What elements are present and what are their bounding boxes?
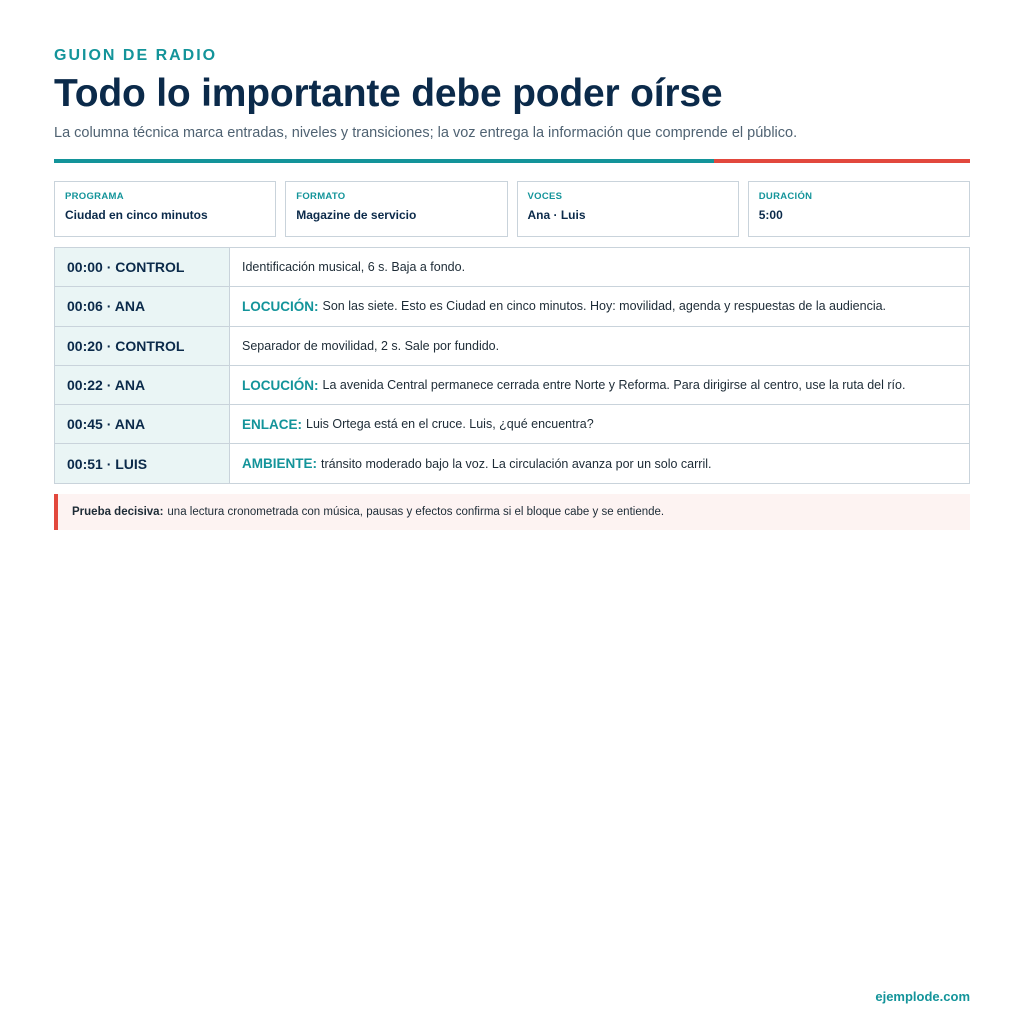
footer-brand: ejemplode.com — [875, 989, 970, 1004]
cue-cell: 00:22 · ANA — [55, 366, 230, 404]
meta-label: VOCES — [527, 191, 563, 202]
table-row — [55, 405, 969, 444]
divider-teal — [54, 159, 714, 163]
table-row — [55, 327, 969, 366]
content-cell — [230, 444, 969, 482]
content-cell — [230, 248, 969, 286]
content-tag: AMBIENTE: — [242, 456, 317, 472]
cue-cell: 00:20 · CONTROL — [55, 327, 230, 365]
content-cell — [230, 327, 969, 365]
content-text: Separador de movilidad, 2 s. Sale por fundido. — [242, 338, 500, 353]
meta-value: Ciudad en cinco minutos — [65, 208, 208, 222]
meta-card-duracion — [748, 181, 970, 237]
page-subtitle: La columna técnica marca entradas, niveles y transiciones; la voz entrega la información que comprende el público. — [54, 125, 798, 141]
table-row — [55, 366, 969, 405]
note-text: una lectura cronometrada con música, pausas y efectos confirma si el bloque cabe y se entiende. — [167, 506, 665, 518]
cue-cell: 00:51 · LUIS — [55, 444, 230, 482]
meta-card-voces — [517, 181, 739, 237]
content-tag: LOCUCIÓN: — [242, 377, 319, 393]
callout-note — [54, 494, 970, 530]
content-tag: ENLACE: — [242, 416, 302, 432]
cue-cell: 00:00 · CONTROL — [55, 248, 230, 286]
meta-label: PROGRAMA — [65, 191, 124, 202]
meta-label: DURACIÓN — [758, 191, 813, 202]
content-text: Identificación musical, 6 s. Baja a fondo. — [242, 260, 466, 275]
page-title: Todo lo importante debe poder oírse — [54, 72, 723, 115]
meta-card-programa — [54, 181, 276, 237]
content-cell — [230, 366, 969, 404]
meta-cards — [54, 181, 970, 237]
table-row — [55, 287, 969, 326]
content-text: Son las siete. Esto es Ciudad en cinco minutos. Hoy: movilidad, agenda y respuestas de la audiencia. — [322, 299, 887, 314]
divider-red — [714, 159, 970, 163]
content-cell — [230, 405, 969, 443]
content-tag: LOCUCIÓN: — [242, 298, 319, 314]
cue-cell: 00:45 · ANA — [55, 405, 230, 443]
meta-card-formato — [285, 181, 507, 237]
meta-label: FORMATO — [296, 191, 346, 202]
table-row — [55, 248, 969, 287]
content-text: tránsito moderado bajo la voz. La circulación avanza por un solo carril. — [321, 456, 712, 471]
divider-rule — [54, 159, 970, 163]
eyebrow: GUION DE RADIO — [54, 47, 218, 64]
table-row — [55, 444, 969, 483]
cue-cell: 00:06 · ANA — [55, 287, 230, 325]
script-table — [54, 247, 970, 484]
note-label: Prueba decisiva: — [72, 506, 164, 518]
content-text: La avenida Central permanece cerrada entre Norte y Reforma. Para dirigirse al centro, use la ruta del río. — [322, 378, 906, 393]
content-cell — [230, 287, 969, 325]
meta-value: Magazine de servicio — [296, 208, 417, 222]
meta-value: 5:00 — [758, 208, 783, 222]
content-text: Luis Ortega está en el cruce. Luis, ¿qué encuentra? — [306, 417, 594, 432]
meta-value: Ana · Luis — [527, 208, 586, 222]
